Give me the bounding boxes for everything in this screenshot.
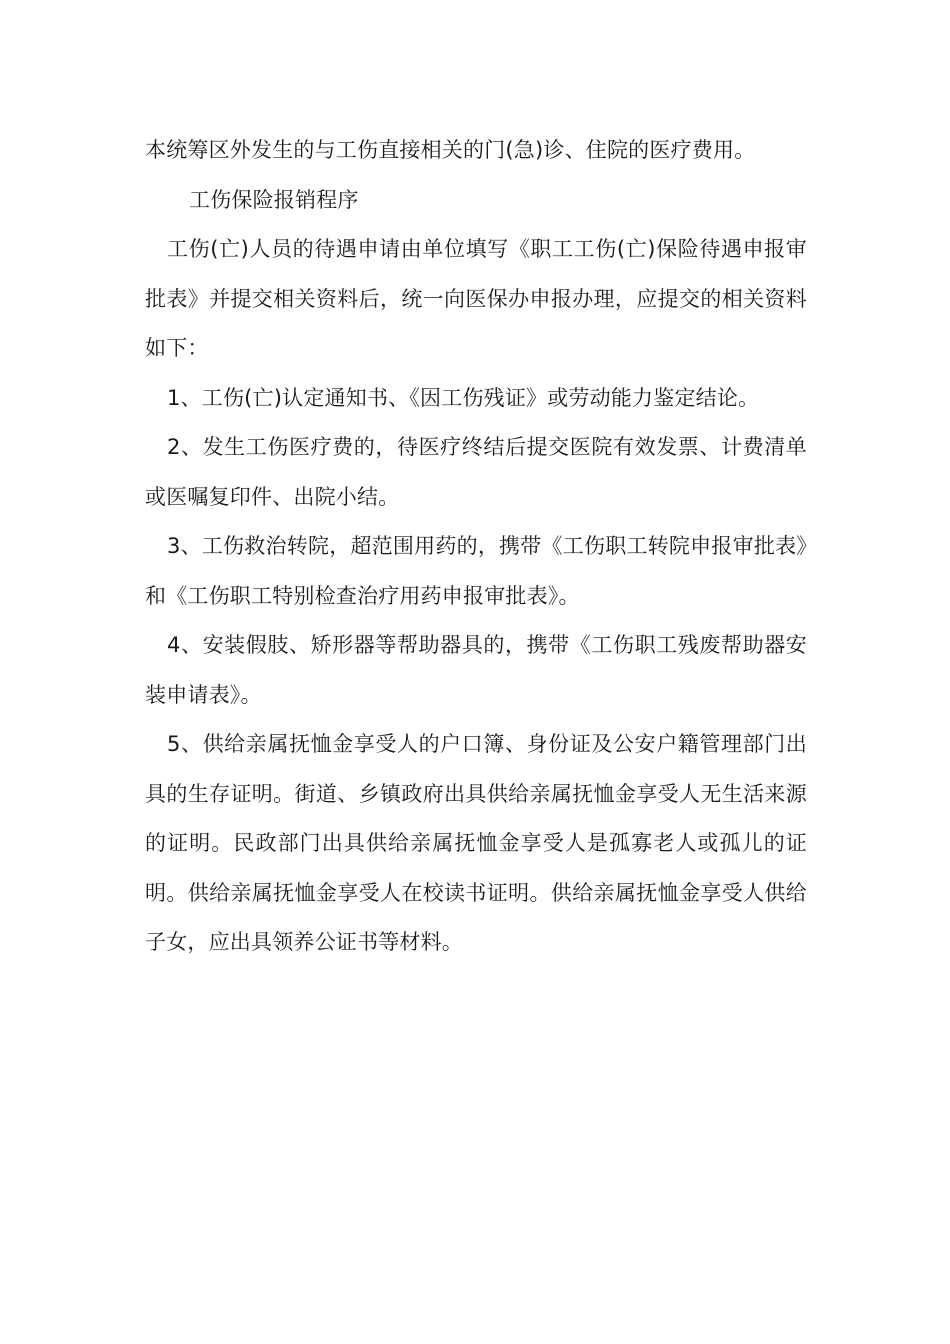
list-item-2: 2、发生工伤医疗费的，待医疗终结后提交医院有效发票、计费清单或医嘱复印件、出院小结。 [145, 435, 807, 509]
paragraph-intro: 工伤(亡)人员的待遇申请由单位填写《职工工伤(亡)保险待遇申报审批表》并提交相关资料后，统一向医保办申报办理，应提交的相关资料如下： [145, 237, 807, 360]
document-body [145, 126, 807, 968]
paragraph-continuation: 本统筹区外发生的与工伤直接相关的门(急)诊、住院的医疗费用。 [145, 138, 756, 162]
section-heading: 工伤保险报销程序 [189, 187, 359, 212]
list-item-1: 1、工伤(亡)认定通知书、《因工伤残证》或劳动能力鉴定结论。 [167, 385, 760, 410]
list-item-4: 4、安装假肢、矫形器等帮助器具的，携带《工伤职工残废帮助器安装申请表》。 [145, 633, 807, 707]
list-item-3: 3、工伤救治转院，超范围用药的，携带《工伤职工转院申报审批表》和《工伤职工特别检查治疗用药申报审批表》。 [145, 534, 807, 608]
list-item-5: 5、供给亲属抚恤金享受人的户口簿、身份证及公安户籍管理部门出具的生存证明。街道、乡镇政府出具供给亲属抚恤金享受人无生活来源的证明。民政部门出具供给亲属抚恤金享受人是孤寡老人或孤儿的证明。供给亲属抚恤金享受人在校读书证明。供给亲属抚恤金享受人供给子女，应出具领养公证书等材料。 [145, 732, 807, 954]
